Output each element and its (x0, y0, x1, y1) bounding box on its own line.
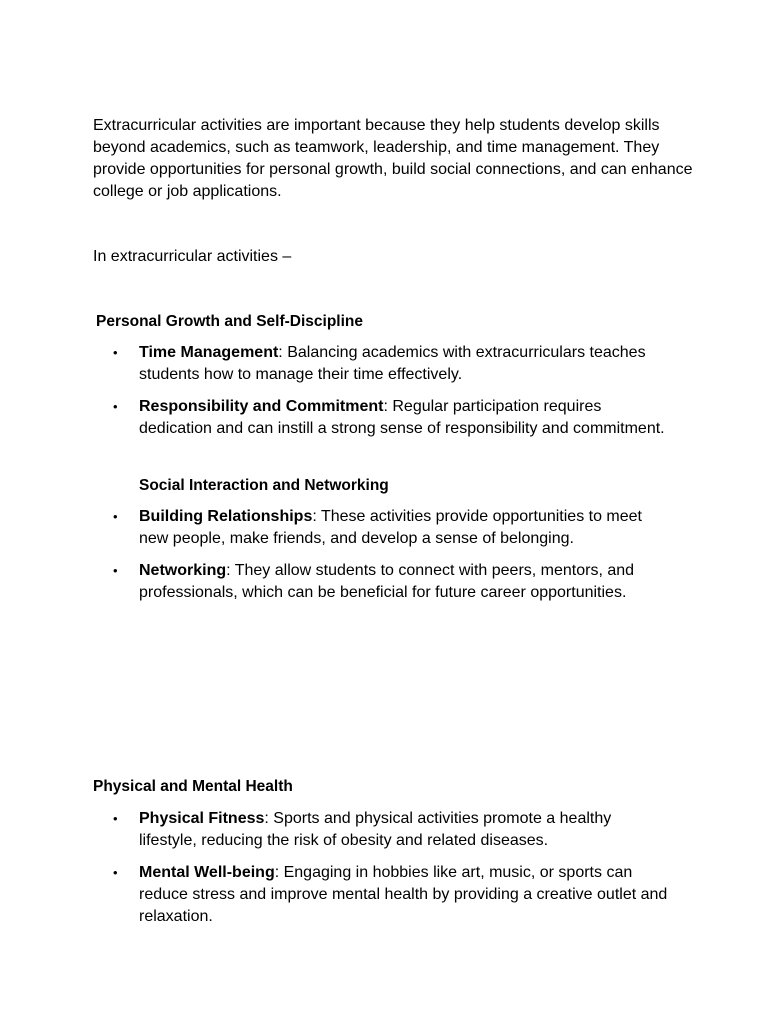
bullet-icon: • (113, 865, 118, 880)
list-item (93, 862, 673, 928)
list-item-term: Time Management (139, 344, 279, 361)
intro-paragraph: Extracurricular activities are important because they help students develop skills beyond academics, such as teamwork, leadership, and time management. They provide opportunities for personal growth, build social connections, and can enhance college or job applications. (93, 117, 693, 200)
list-item-term: Mental Well-being (139, 864, 275, 881)
bullet-icon: • (113, 399, 118, 414)
bullet-icon: • (113, 811, 118, 826)
list-item-term: Responsibility and Commitment (139, 398, 384, 415)
list-item (93, 342, 673, 386)
lead-line: In extracurricular activities – (93, 248, 292, 265)
list-item-term: Building Relationships (139, 508, 313, 525)
physical-mental-health-list (93, 808, 673, 938)
list-item-term: Networking (139, 562, 227, 579)
list-item-text: : Regular participation requires dedication and can instill a strong sense of responsibility and commitment. (139, 398, 665, 437)
list-item-text: : Sports and physical activities promote a healthy lifestyle, reducing the risk of obesity and related diseases. (139, 810, 612, 849)
section-heading-social-interaction: Social Interaction and Networking (139, 477, 389, 494)
list-item-term: Physical Fitness (139, 810, 265, 827)
list-item-text: : These activities provide opportunities to meet new people, make friends, and develop a sense of belonging. (139, 508, 642, 547)
list-item-text: : They allow students to connect with peers, mentors, and professionals, which can be beneficial for future career opportunities. (139, 562, 635, 601)
section-heading-personal-growth: Personal Growth and Self-Discipline (96, 313, 363, 330)
list-item (93, 506, 673, 550)
social-interaction-list (93, 506, 673, 614)
bullet-icon: • (113, 345, 118, 360)
section-heading-physical-mental-health: Physical and Mental Health (93, 778, 293, 795)
personal-growth-list (93, 342, 673, 450)
list-item-text: : Balancing academics with extracurriculars teaches students how to manage their time effectively. (139, 344, 646, 383)
list-item-text: : Engaging in hobbies like art, music, or sports can reduce stress and improve mental health by providing a creative outlet and relaxation. (139, 864, 668, 925)
list-item (93, 560, 673, 604)
bullet-icon: • (113, 509, 118, 524)
list-item (93, 396, 673, 440)
bullet-icon: • (113, 563, 118, 578)
list-item (93, 808, 673, 852)
